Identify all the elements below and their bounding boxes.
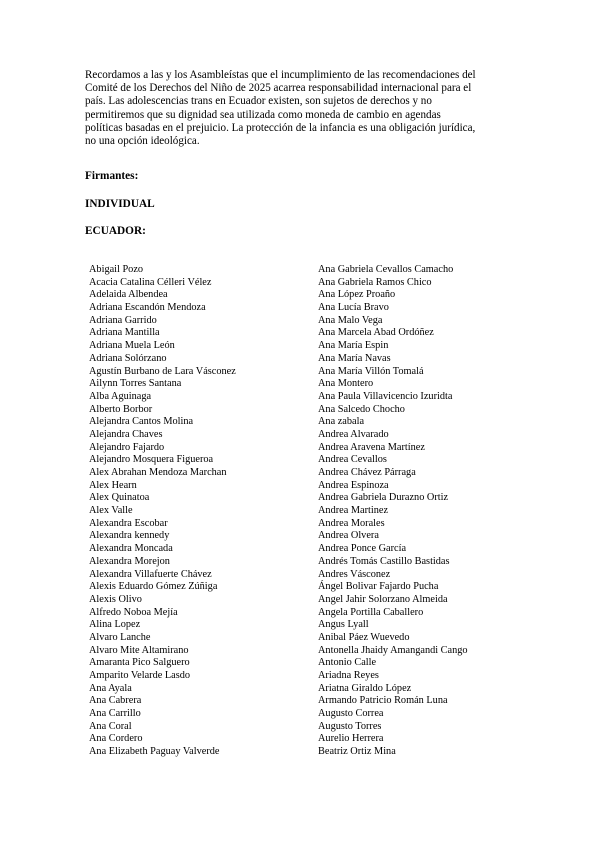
- signatory-name: Ariatna Giraldo López: [318, 682, 412, 694]
- signatory-name: Ana María Navas: [318, 352, 391, 364]
- signatory-name: Adriana Muela León: [89, 340, 175, 352]
- signatory-name: Amparito Velarde Lasdo: [89, 670, 191, 681]
- signatory-name: Ana Montero: [318, 378, 374, 390]
- signatory-name: Alexandra Morejon: [89, 555, 170, 567]
- signatory-name: Abigail Pozo: [89, 264, 144, 275]
- signatory-name: Andrés Tomás Castillo Bastidas: [318, 555, 450, 567]
- signatory-name: Adriana Garrido: [89, 314, 157, 326]
- signatory-name: Angus Lyall: [318, 619, 369, 631]
- signatory-name: Alexandra Villafuerte Chávez: [89, 568, 212, 580]
- signatory-name: Anibal Páez Wuevedo: [318, 631, 410, 643]
- signatory-name: Ana zabala: [318, 416, 365, 428]
- signatory-name: Alvaro Lanche: [89, 631, 151, 643]
- signatory-name: Alejandra Chaves: [89, 428, 163, 440]
- signatory-name: Andrea Martinez: [318, 505, 389, 517]
- signatory-name: Ana Ayala: [89, 682, 132, 694]
- heading-ecuador: ECUADOR:: [85, 225, 146, 237]
- intro-paragraph: [85, 69, 515, 148]
- signatory-name: Andrea Gabriela Durazno Ortiz: [318, 492, 449, 504]
- signatory-name: Adriana Escandón Mendoza: [89, 302, 206, 314]
- heading-individual: INDIVIDUAL: [85, 198, 155, 210]
- signatory-name: Ana Paula Villavicencio Izuridta: [318, 390, 453, 402]
- signatory-name: Ángel Bolivar Fajardo Pucha: [318, 581, 439, 593]
- signatory-name: Adriana Mantilla: [89, 327, 160, 339]
- signatory-name: Augusto Correa: [318, 708, 384, 720]
- intro-line: no una opción ideológica.: [85, 135, 200, 148]
- signatory-name: Ana Marcela Abad Ordóñez: [318, 327, 434, 339]
- signatory-name: Alfredo Noboa Mejía: [89, 606, 178, 618]
- signatory-name: Alejandro Fajardo: [89, 441, 165, 453]
- intro-line: Recordamos a las y los Asambleístas que el incumplimiento de las recomendaciones del: [85, 69, 476, 81]
- signatory-name: Ana Elizabeth Paguay Valverde: [89, 746, 220, 758]
- signatory-name: Antonio Calle: [318, 657, 377, 669]
- signatory-name: Alex Quinatoa: [89, 492, 150, 504]
- signatory-name: Alexis Eduardo Gómez Zúñiga: [89, 581, 218, 593]
- signatory-name: Antonella Jhaidy Amangandi Cango: [318, 644, 468, 656]
- signatory-name: Alvaro Mite Altamirano: [89, 644, 189, 656]
- signatory-name: Ana Cabrera: [89, 695, 142, 707]
- signatory-name: Alba Aguinaga: [89, 390, 152, 402]
- intro-line: Comité de los Derechos del Niño de 2025 acarrea responsabilidad internacional para el: [85, 82, 472, 95]
- signatory-name: Alexandra kennedy: [89, 530, 170, 542]
- signatory-name: Andrea Alvarado: [318, 428, 389, 440]
- signatory-name: Andrea Espinoza: [318, 479, 389, 491]
- signatory-name: Andrea Cevallos: [318, 454, 387, 466]
- signatory-name: Beatriz Ortiz Mina: [318, 746, 396, 758]
- signatory-name: Andrea Ponce García: [318, 543, 407, 555]
- signatory-name: Adelaida Albendea: [89, 289, 168, 301]
- signatory-name: Ana Cordero: [89, 733, 143, 745]
- signatory-name: Ana Lucía Bravo: [318, 302, 389, 314]
- signatory-name: Adriana Solórzano: [89, 352, 167, 364]
- signatory-name: Agustín Burbano de Lara Vásconez: [89, 365, 236, 377]
- signatory-name: Ana Coral: [89, 720, 132, 732]
- signatory-name: Andres Vásconez: [318, 568, 391, 580]
- signatory-name: Ana Carrillo: [89, 708, 141, 720]
- signatory-name: Alex Hearn: [89, 479, 137, 491]
- heading-firmantes: Firmantes:: [85, 170, 139, 182]
- signatory-name: Alberto Borbor: [89, 403, 153, 415]
- signatory-name: Andrea Olvera: [318, 530, 379, 542]
- intro-line: país. Las adolescencias trans en Ecuador existen, son sujetos de derechos y no: [85, 95, 432, 108]
- signatory-name: Alexandra Escobar: [89, 517, 168, 529]
- signatory-name: Augusto Torres: [318, 720, 382, 732]
- signatory-name: Ana Gabriela Ramos Chico: [318, 276, 432, 288]
- signatory-name: Andrea Chávez Párraga: [318, 467, 416, 478]
- signatory-list-left: [89, 264, 236, 759]
- signatory-name: Acacia Catalina Célleri Vélez: [89, 276, 212, 288]
- intro-line: permitiremos que su dignidad sea utilizada como moneda de cambio en agendas: [85, 108, 441, 121]
- signatory-name: Ailynn Torres Santana: [89, 378, 182, 390]
- signatory-name: Andrea Aravena Martínez: [318, 441, 425, 453]
- signatory-name: Armando Patricio Román Luna: [318, 695, 448, 707]
- signatory-name: Amaranta Pico Salguero: [89, 657, 190, 669]
- signatory-name: Alina Lopez: [89, 619, 141, 631]
- signatory-name: Ana López Proaño: [318, 289, 396, 301]
- signatory-name: Alex Valle: [89, 505, 133, 517]
- signatory-name: Ana Salcedo Chocho: [318, 403, 405, 415]
- signatory-name: Alejandra Cantos Molina: [89, 416, 194, 428]
- signatory-list-right: [318, 264, 468, 759]
- signatory-name: Ana María Villón Tomalá: [318, 365, 424, 377]
- signatory-name: Alejandro Mosquera Figueroa: [89, 454, 214, 466]
- signatory-name: Aurelio Herrera: [318, 733, 384, 745]
- signatory-name: Alexandra Moncada: [89, 543, 173, 555]
- intro-line: políticas basadas en el prejuicio. La protección de la infancia es una obligación jurídica,: [85, 121, 476, 134]
- signatory-name: Ana Gabriela Cevallos Camacho: [318, 264, 454, 275]
- signatory-name: Ana María Espin: [318, 340, 389, 352]
- signatory-name: Angel Jahir Solorzano Almeida: [318, 593, 448, 605]
- signatory-name: Alex Abrahan Mendoza Marchan: [89, 467, 227, 478]
- signatory-name: Alexis Olivo: [89, 593, 142, 605]
- signatory-name: Ariadna Reyes: [318, 670, 379, 681]
- signatory-name: Angela Portilla Caballero: [318, 606, 424, 618]
- signatory-name: Ana Malo Vega: [318, 314, 383, 326]
- signatory-name: Andrea Morales: [318, 517, 385, 529]
